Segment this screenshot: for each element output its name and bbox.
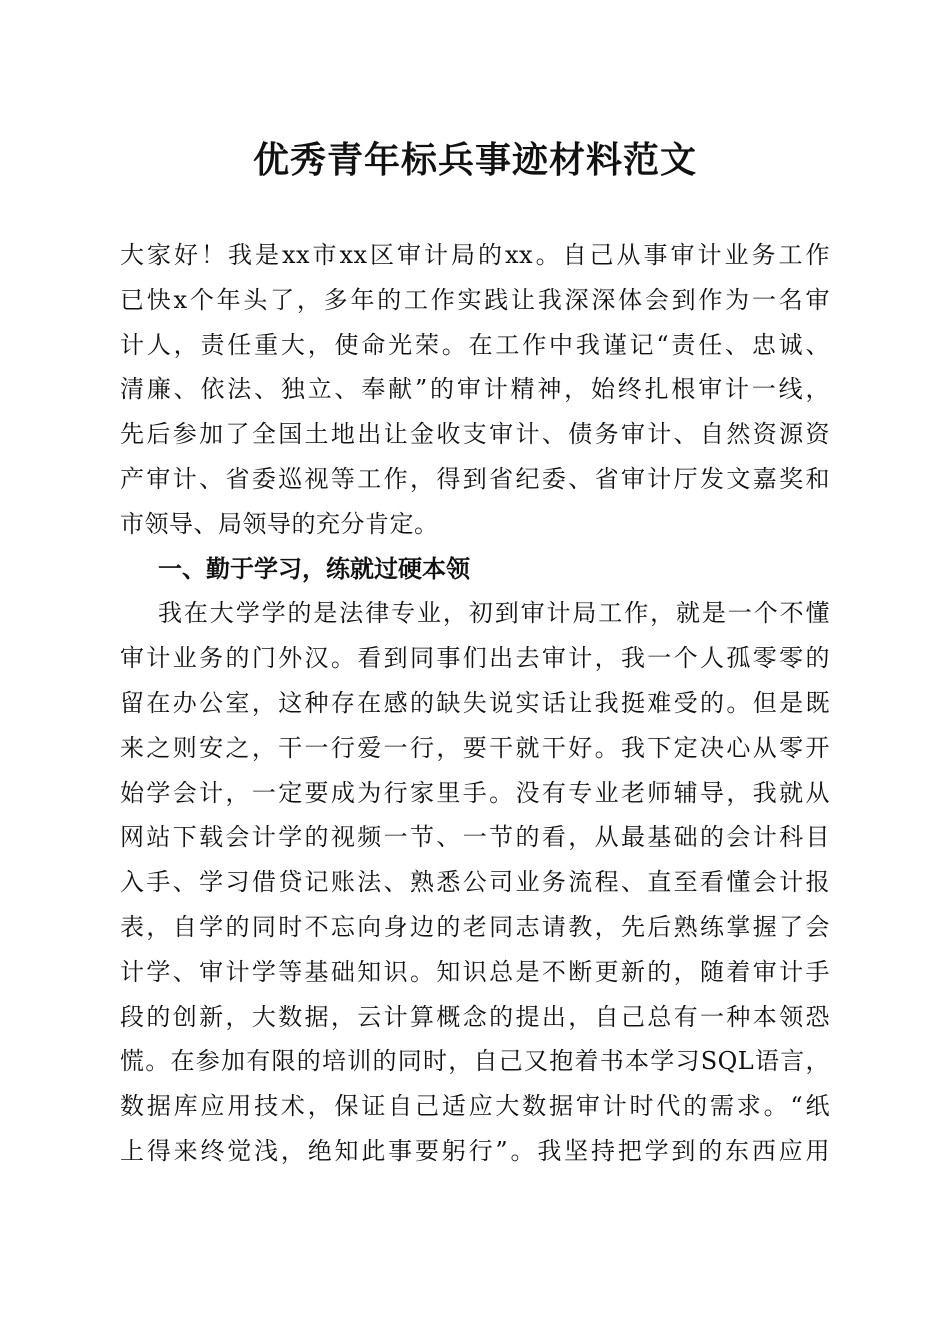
paragraph-line: 留在办公室，这种存在感的缺失说实话让我挺难受的。但是既 [120, 688, 830, 717]
paragraph-line: 计人，责任重大，使命光荣。在工作中我谨记“责任、忠诚、 [120, 330, 830, 359]
paragraph-line: 网站下载会计学的视频一节、一节的看，从最基础的会计科目 [120, 823, 830, 852]
paragraph-line: 慌。在参加有限的培训的同时，自己又抱着书本学习SQL语言， [120, 1047, 830, 1076]
paragraph-line: 入手、学习借贷记账法、熟悉公司业务流程、直至看懂会计报 [120, 868, 830, 897]
paragraph-line: 市领导、局领导的充分肯定。 [120, 509, 439, 538]
paragraph-line: 表，自学的同时不忘向身边的老同志请教，先后熟练掌握了会 [120, 912, 830, 941]
paragraph-line: 上得来终觉浅，绝知此事要躬行”。我坚持把学到的东西应用 [120, 1136, 830, 1165]
paragraph-line: 我在大学学的是法律专业，初到审计局工作，就是一个不懂 [158, 599, 830, 628]
paragraph-line: 数据库应用技术，保证自己适应大数据审计时代的需求。“纸 [120, 1092, 830, 1121]
document-body [120, 233, 830, 1174]
document-title: 优秀青年标兵事迹材料范文 [252, 139, 697, 181]
paragraph-line: 段的创新，大数据，云计算概念的提出，自己总有一种本领恐 [120, 1002, 830, 1031]
paragraph-line: 来之则安之，干一行爱一行，要干就干好。我下定决心从零开 [120, 733, 830, 762]
paragraph-line: 始学会计，一定要成为行家里手。没有专业老师辅导，我就从 [120, 778, 830, 807]
paragraph-line: 审计业务的门外汉。看到同事们出去审计，我一个人孤零零的 [120, 644, 830, 673]
paragraph-line: 产审计、省委巡视等工作，得到省纪委、省审计厅发文嘉奖和 [120, 464, 830, 493]
paragraph-line: 清廉、依法、独立、奉献”的审计精神，始终扎根审计一线， [120, 375, 830, 404]
section-heading: 一、勤于学习，练就过硬本领 [158, 554, 470, 583]
intro-paragraph [120, 233, 830, 547]
paragraph-line: 已快x个年头了，多年的工作实践让我深深体会到作为一名审 [120, 285, 830, 314]
paragraph-line: 大家好！我是xx市xx区审计局的xx。自己从事审计业务工作 [120, 241, 830, 269]
paragraph-line: 计学、审计学等基础知识。知识总是不断更新的，随着审计手 [120, 957, 830, 986]
paragraph-line: 先后参加了全国土地出让金收支审计、债务审计、自然资源资 [120, 420, 830, 449]
section1-paragraph [120, 591, 830, 1173]
